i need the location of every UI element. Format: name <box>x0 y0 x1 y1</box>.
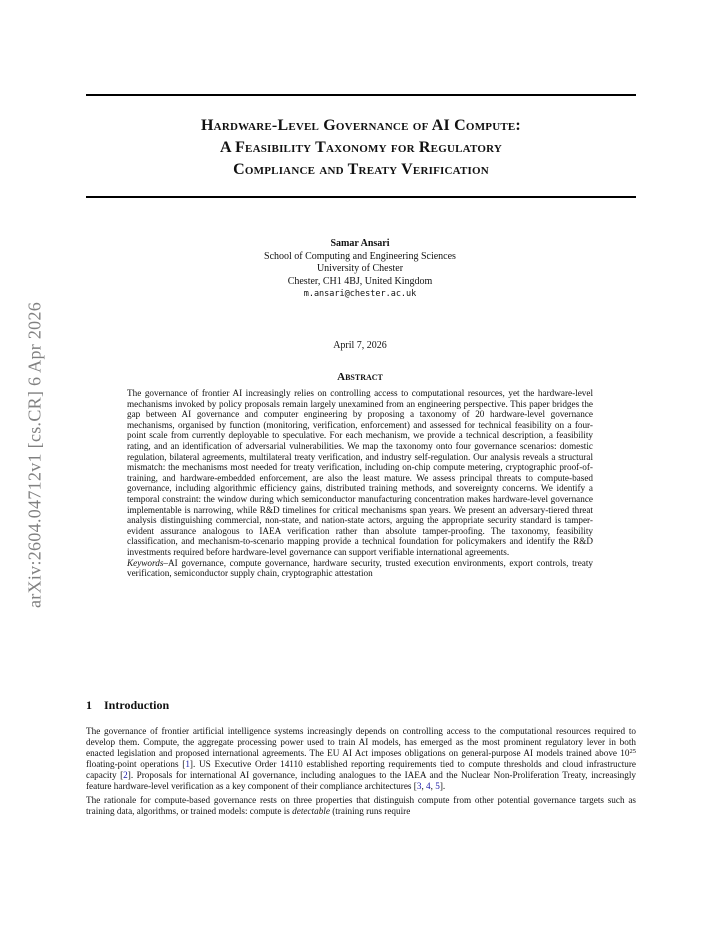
text-run: The governance of frontier artificial intelligence systems increasingly depends on controlling access to the computational resources required to develop them. Compute, the aggregate processing power used to train AI models, has emerged as the most prominent regulatory lever in both enacted legislation and proposed international agreements. The EU AI Act imposes obligations on general-purpose AI models trained above 10 <box>86 726 636 758</box>
exponent: 25 <box>629 747 636 755</box>
paper-date: April 7, 2026 <box>333 340 387 351</box>
citation-link[interactable]: 5 <box>435 780 440 791</box>
keywords-text: –AI governance, compute governance, hardware security, trusted execution environments, export controls, treaty verification, semiconductor supply chain, cryptographic attestation <box>127 557 593 579</box>
section-heading-introduction <box>86 698 169 713</box>
author-address: Chester, CH1 4BJ, United Kingdom <box>287 275 433 287</box>
citation-link[interactable]: 2 <box>123 769 128 780</box>
title-line: Hardware-Level Governance of AI Compute: <box>201 117 521 134</box>
arxiv-identifier: arXiv:2604.04712v1 [cs.CR] 6 Apr 2026 <box>24 301 45 609</box>
author-department: School of Computing and Engineering Sciences <box>264 250 456 262</box>
author-name: Samar Ansari <box>330 238 390 249</box>
paper-title <box>86 115 636 181</box>
paragraph <box>86 795 636 817</box>
author-block <box>160 238 560 301</box>
introduction-body <box>86 726 636 821</box>
paragraph <box>86 726 636 791</box>
keywords <box>127 558 593 579</box>
citation-link[interactable]: 4 <box>426 780 431 791</box>
text-run: , <box>421 780 427 791</box>
text-run: , <box>430 780 436 791</box>
arxiv-sidebar-stamp <box>20 265 50 645</box>
abstract-text: The governance of frontier AI increasingly relies on controlling access to computational resources, yet the hardware-level mechanisms invoked by policy proposals remain largely unexamined from an engineering perspective. This paper bridges the gap between AI governance and computer engineering by proposing a taxonomy of 20 hardware-level governance mechanisms, organised by function (monitoring, verification, enforcement) and assessed for technical feasibility on a four-point scale from currently deployable to speculative. For each mechanism, we provide a technical description, a feasibility rating, and an identification of adversarial vulnerabilities. We map the taxonomy onto four governance scenarios: domestic regulation, bilateral agreements, multilateral treaty verification, and industry self-regulation. Our analysis reveals a structural mismatch: the mechanisms most needed for treaty verification, including on-chip compute metering, cryptographic proof-of-training, and hardware-embedded enforcement, are also the least mature. We assess principal threats to compute-based governance, including algorithmic efficiency gains, distributed training methods, and sovereignty concerns. We identify a temporal constraint: the window during which semiconductor manufacturing concentration makes hardware-level governance implementable is narrowing, while R&D timelines for critical mechanisms span years. We present an adversary-tiered threat analysis distinguishing commercial, non-state, and nation-state actors, arguing the appropriate security standard is tamper-evident assurance analogous to IAEA verification rather than absolute tamper-proofing. The taxonomy, feasibility classification, and mechanism-to-scenario mapping provide a technical foundation for policymakers and identify the R&D investments required before hardware-level governance can support verifiable international agreements. <box>127 388 593 557</box>
text-run: floating-point operations [ <box>86 758 186 769</box>
text-run: ]. <box>439 780 446 791</box>
text-run: ]. US Executive Order 14110 established reporting requirements tied to compute thresholds and cloud infrastructure capacity [ <box>86 758 636 780</box>
text-run: (training runs require <box>329 806 411 817</box>
abstract-heading: Abstract <box>337 371 383 383</box>
text-run: The rationale for compute-based governance rests on three properties that distinguish compute from other potential governance targets such as training data, algorithms, or trained models: compute is <box>86 795 636 817</box>
emphasis: detectable <box>292 806 330 817</box>
section-number: 1 <box>86 698 92 712</box>
abstract <box>127 388 593 579</box>
title-line: A Feasibility Taxonomy for Regulatory <box>220 139 502 156</box>
text-run: ]. Proposals for international AI governance, including analogues to the IAEA and the Nuclear Non-Proliferation Treaty, increasingly feature hardware-level verification as a key component of their compliance architectures [ <box>86 769 636 791</box>
title-line: Compliance and Treaty Verification <box>233 161 489 178</box>
section-title: Introduction <box>104 698 170 712</box>
title-top-rule <box>86 94 636 96</box>
citation-link[interactable]: 3 <box>416 780 422 791</box>
title-bottom-rule <box>86 196 636 198</box>
citation-link[interactable]: 1 <box>185 758 190 769</box>
author-university: University of Chester <box>316 263 404 274</box>
author-email[interactable]: m.ansari@chester.ac.uk <box>303 289 417 299</box>
keywords-label: Keywords <box>127 557 164 568</box>
